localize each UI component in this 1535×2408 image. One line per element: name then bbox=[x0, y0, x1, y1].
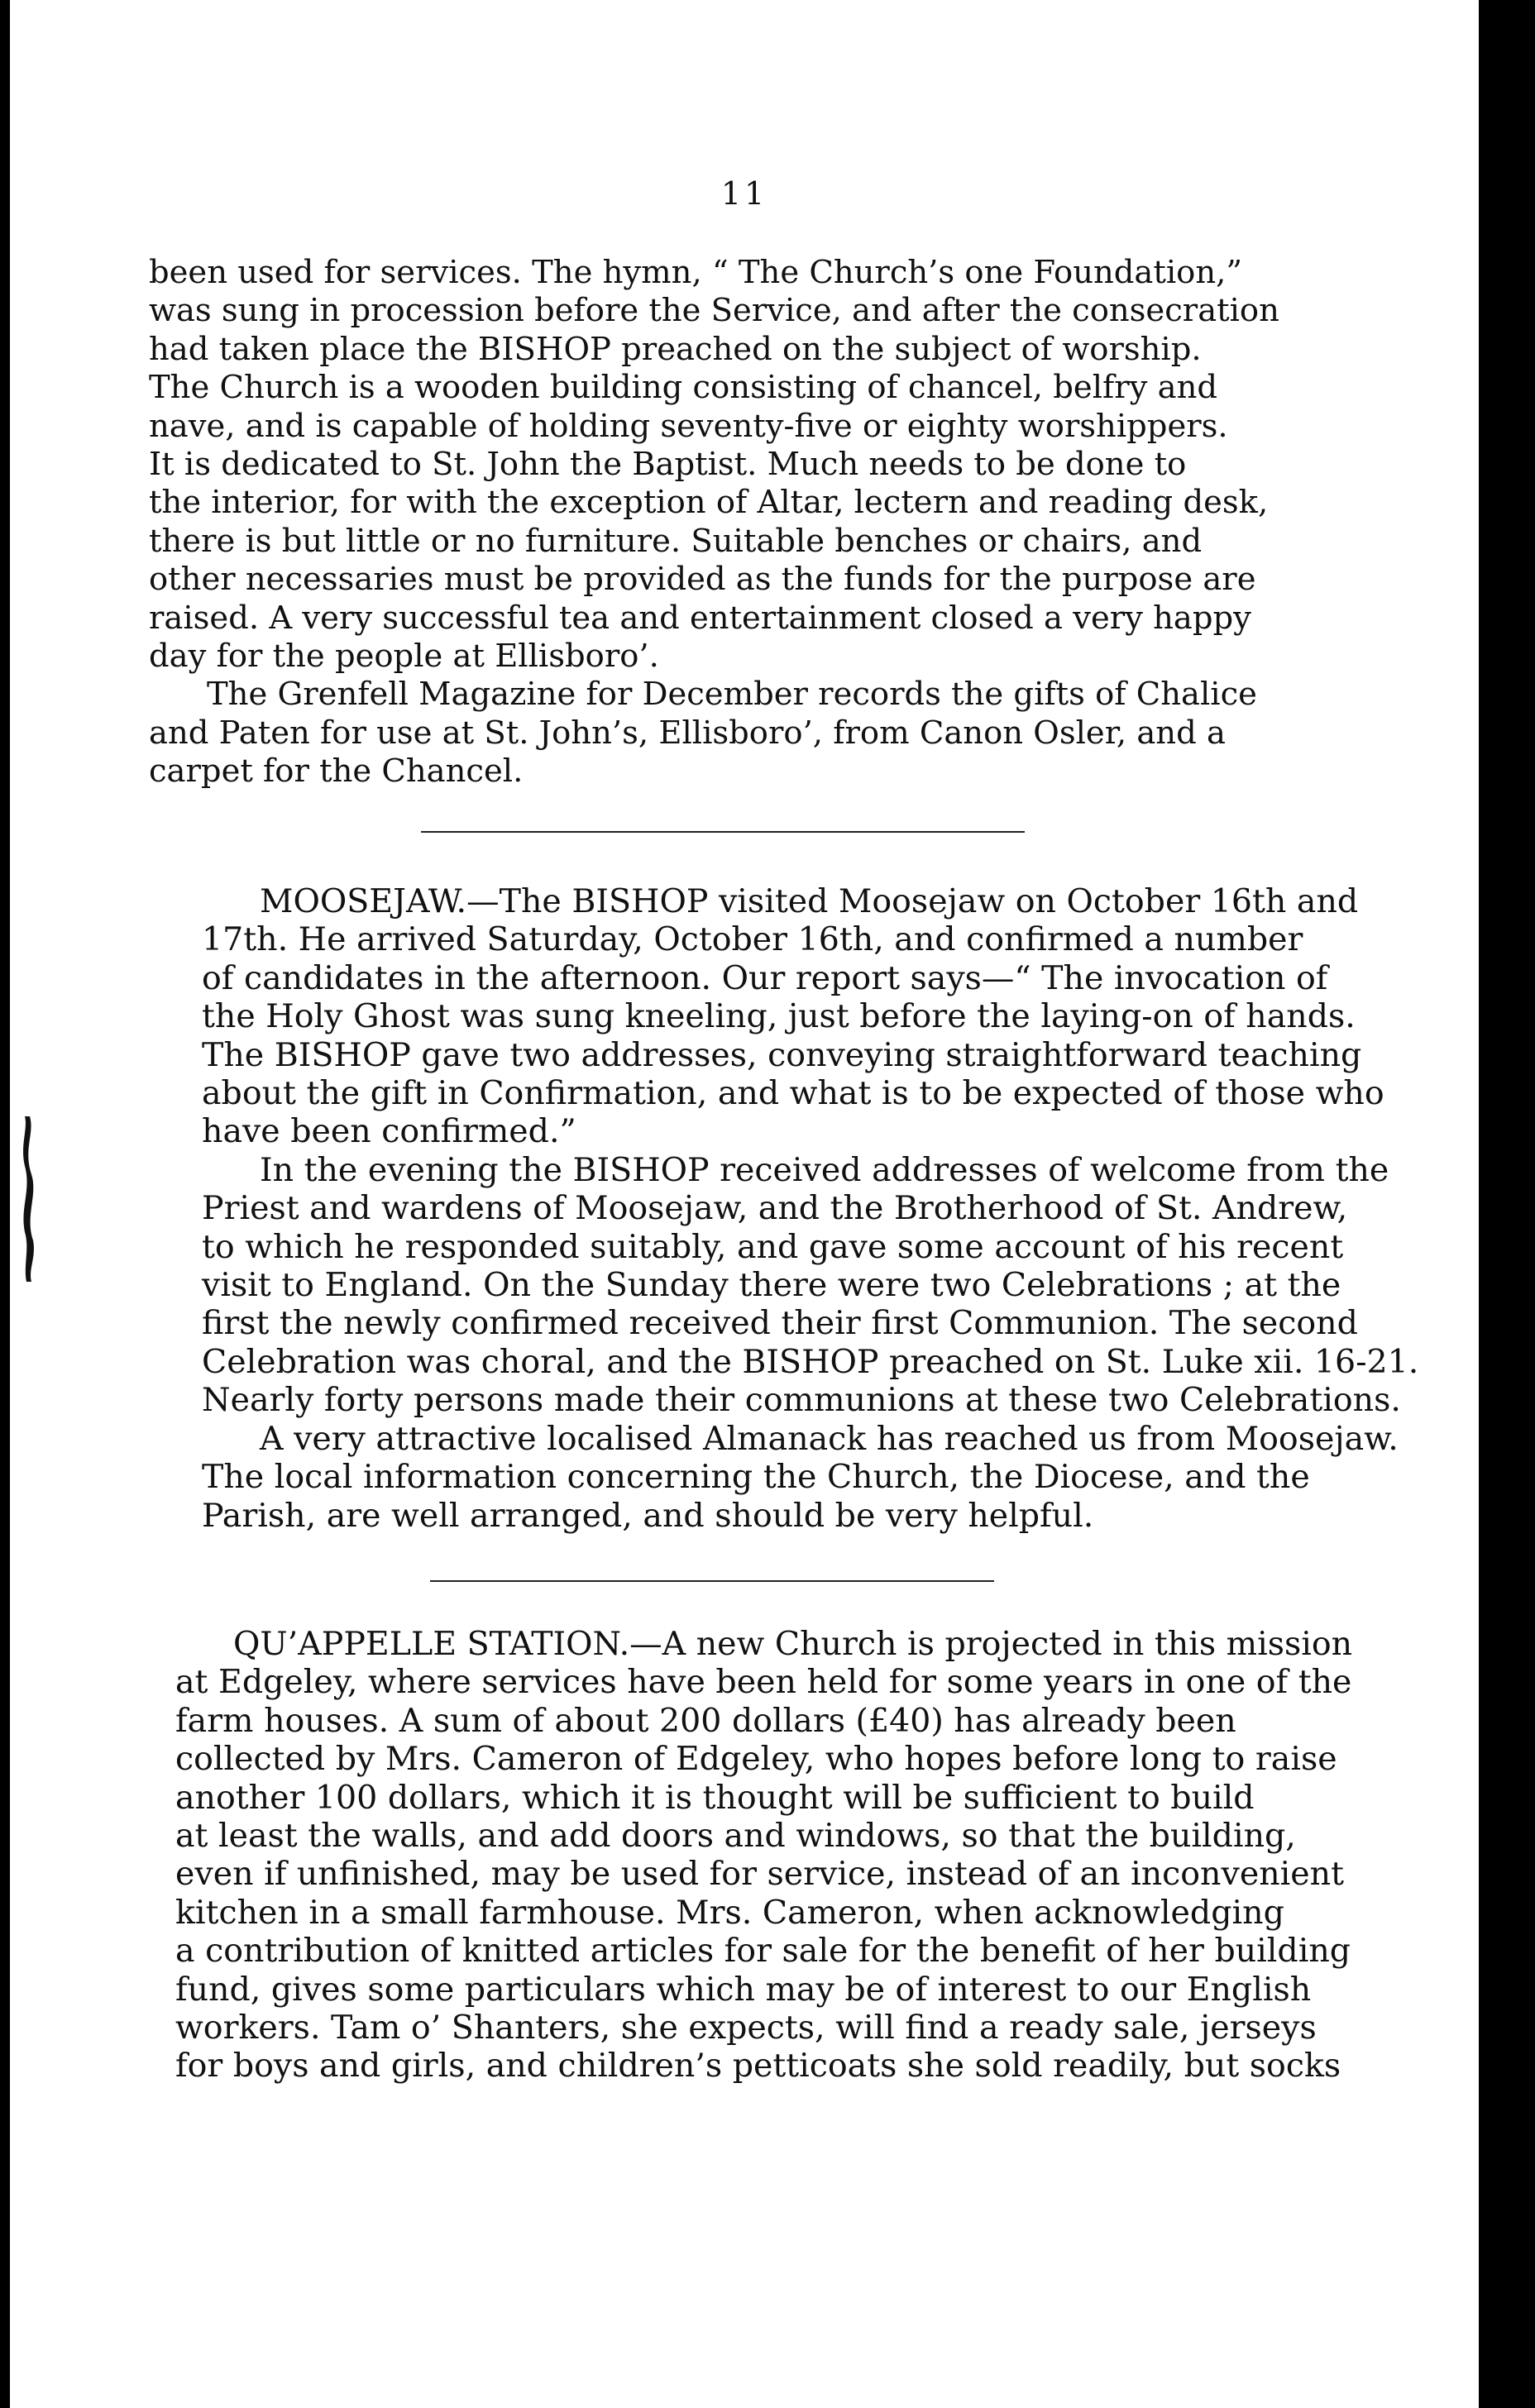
text-line: another 100 dollars, which it is thought will be sufficient to build bbox=[175, 1778, 1255, 1817]
text-line: 17th. He arrived Saturday, October 16th, and confirmed a number bbox=[202, 920, 1303, 959]
text-line: the interior, for with the exception of Altar, lectern and reading desk, bbox=[149, 484, 1269, 522]
text-line: have been confirmed.” bbox=[202, 1112, 576, 1151]
section-moosejaw bbox=[202, 882, 1418, 1535]
text-line: a contribution of knitted articles for sale for the benefit of her building bbox=[175, 1932, 1351, 1971]
scanned-page bbox=[10, 0, 1479, 2408]
text-line: The Grenfell Magazine for December records the gifts of Chalice bbox=[207, 676, 1257, 714]
text-line: there is but little or no furniture. Suitable benches or chairs, and bbox=[149, 522, 1203, 560]
text-line: been used for services. The hymn, “ The Church’s one Foundation,” bbox=[149, 254, 1243, 291]
text-line: even if unfinished, may be used for service, instead of an inconvenient bbox=[175, 1855, 1344, 1894]
text-line: day for the people at Ellisboro’. bbox=[149, 638, 659, 676]
text-line: kitchen in a small farmhouse. Mrs. Cameron, when acknowledging bbox=[175, 1893, 1284, 1932]
text-line: The Church is a wooden building consisting of chancel, belfry and bbox=[149, 369, 1218, 407]
text-line: A very attractive localised Almanack has reached us from Moosejaw. bbox=[260, 1419, 1399, 1458]
text-line: MOOSEJAW.—The BISHOP visited Moosejaw on October 16th and bbox=[260, 882, 1359, 920]
text-line: The BISHOP gave two addresses, conveying straightforward teaching bbox=[202, 1035, 1362, 1074]
text-line: workers. Tam o’ Shanters, she expects, will find a ready sale, jerseys bbox=[175, 2009, 1317, 2047]
text-line: for boys and girls, and children’s petticoats she sold readily, but socks bbox=[175, 2047, 1341, 2086]
section-divider bbox=[430, 1580, 994, 1582]
page-number: 11 bbox=[720, 175, 768, 212]
text-line: collected by Mrs. Cameron of Edgeley, who hopes before long to raise bbox=[175, 1740, 1337, 1779]
text-line: In the evening the BISHOP received addresses of welcome from the bbox=[260, 1150, 1389, 1189]
text-line: Parish, are well arranged, and should be very helpful. bbox=[202, 1496, 1094, 1535]
text-line: Priest and wardens of Moosejaw, and the Brotherhood of St. Andrew, bbox=[202, 1189, 1348, 1228]
section-divider bbox=[421, 831, 1025, 833]
text-line: was sung in procession before the Service, and after the consecration bbox=[149, 292, 1279, 330]
text-line: had taken place the BISHOP preached on the subject of worship. bbox=[149, 330, 1202, 368]
text-line: fund, gives some particulars which may be of interest to our English bbox=[175, 1970, 1312, 2009]
text-line: The local information concerning the Church, the Diocese, and the bbox=[202, 1458, 1310, 1497]
text-line: of candidates in the afternoon. Our report says—“ The invocation of bbox=[202, 958, 1328, 997]
text-line: at least the walls, and add doors and windows, so that the building, bbox=[175, 1817, 1296, 1856]
text-line: and Paten for use at St. John’s, Ellisboro’, from Canon Osler, and a bbox=[149, 714, 1226, 752]
text-line: other necessaries must be provided as the funds for the purpose are bbox=[149, 561, 1256, 599]
text-line: about the gift in Confirmation, and what is to be expected of those who bbox=[202, 1074, 1384, 1113]
text-line: visit to England. On the Sunday there were two Celebrations ; at the bbox=[202, 1266, 1341, 1305]
text-line: Nearly forty persons made their communions at these two Celebrations. bbox=[202, 1381, 1401, 1420]
text-line: first the newly confirmed received their first Communion. The second bbox=[202, 1304, 1358, 1343]
text-line: the Holy Ghost was sung kneeling, just before the laying-on of hands. bbox=[202, 997, 1356, 1036]
text-line: raised. A very successful tea and entertainment closed a very happy bbox=[149, 599, 1251, 637]
binding-mark bbox=[18, 1116, 43, 1282]
text-line: to which he responded suitably, and gave some account of his recent bbox=[202, 1227, 1344, 1266]
text-line: It is dedicated to St. John the Baptist. Much needs to be done to bbox=[149, 446, 1187, 484]
text-line: carpet for the Chancel. bbox=[149, 752, 524, 791]
section-ellisboro bbox=[149, 254, 1279, 791]
text-line: farm houses. A sum of about 200 dollars (£40) has already been bbox=[175, 1701, 1236, 1740]
text-line: at Edgeley, where services have been held for some years in one of the bbox=[175, 1663, 1352, 1702]
text-line: QU’APPELLE STATION.—A new Church is projected in this mission bbox=[233, 1625, 1353, 1663]
text-line: nave, and is capable of holding seventy-five or eighty worshippers. bbox=[149, 407, 1228, 445]
text-line: Celebration was choral, and the BISHOP preached on St. Luke xii. 16-21. bbox=[202, 1342, 1419, 1381]
section-quappelle-station bbox=[175, 1625, 1352, 2086]
